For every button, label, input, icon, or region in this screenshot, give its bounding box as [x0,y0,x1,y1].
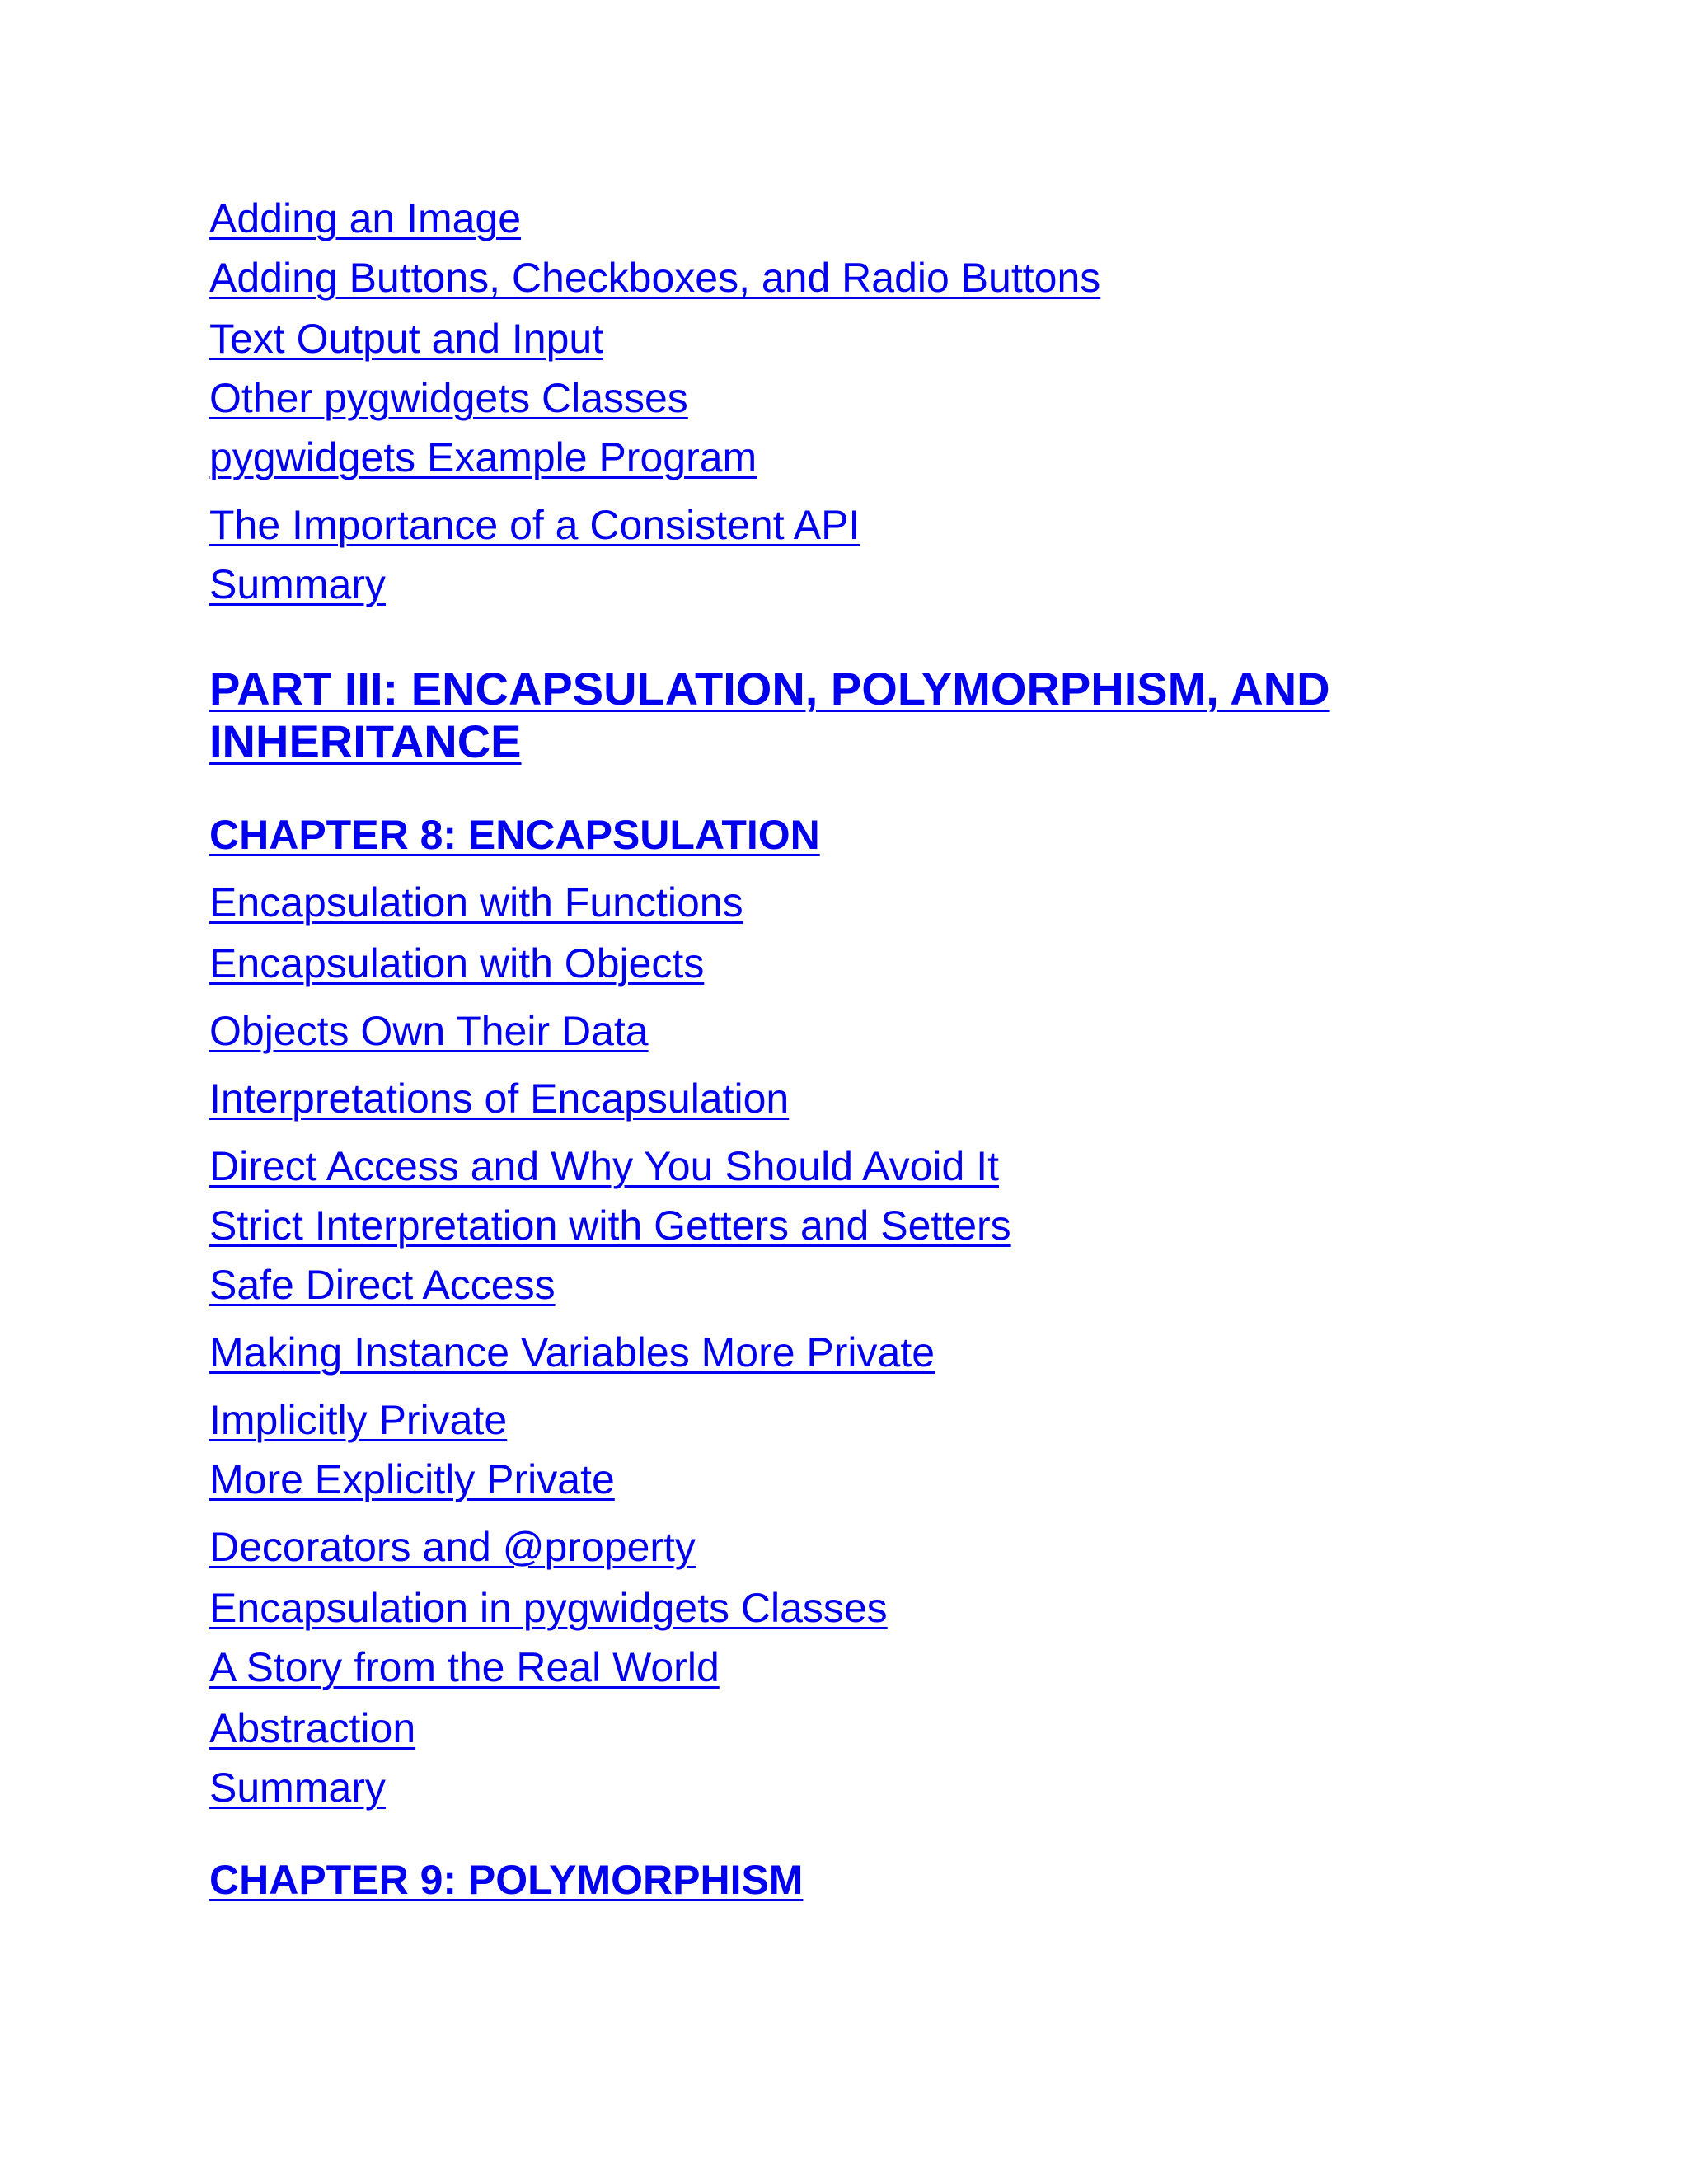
toc-link-abstraction[interactable]: Abstraction [209,1705,416,1751]
toc-link-strict-interpretation[interactable]: Strict Interpretation with Getters and Setters [209,1202,1011,1249]
toc-link-encapsulation-objects[interactable]: Encapsulation with Objects [209,940,705,987]
toc-link-chapter-9[interactable]: CHAPTER 9: POLYMORPHISM [209,1857,804,1903]
toc-link-instance-variables-private[interactable]: Making Instance Variables More Private [209,1329,935,1376]
toc-link-decorators-property[interactable]: Decorators and @property [209,1524,696,1570]
toc-link-summary-ch7[interactable]: Summary [209,561,386,607]
toc-link-adding-an-image[interactable]: Adding an Image [209,195,522,241]
toc-link-interpretations-encapsulation[interactable]: Interpretations of Encapsulation [209,1076,790,1122]
toc-link-objects-own-data[interactable]: Objects Own Their Data [209,1008,649,1054]
toc-link-text-output-input[interactable]: Text Output and Input [209,316,604,362]
toc-link-direct-access[interactable]: Direct Access and Why You Should Avoid It [209,1143,999,1189]
toc-link-implicitly-private[interactable]: Implicitly Private [209,1397,508,1443]
toc-link-pygwidgets-example-program[interactable]: pygwidgets Example Program [209,434,757,480]
toc-link-other-pygwidgets-classes[interactable]: Other pygwidgets Classes [209,375,688,421]
toc-link-part-3[interactable]: PART III: ENCAPSULATION, POLYMORPHISM, AND INHERITANCE [209,663,1330,767]
toc-link-encapsulation-functions[interactable]: Encapsulation with Functions [209,879,743,926]
toc-link-explicitly-private[interactable]: More Explicitly Private [209,1456,615,1502]
toc-link-story-real-world[interactable]: A Story from the Real World [209,1644,720,1690]
toc-link-summary-ch8[interactable]: Summary [209,1765,386,1811]
toc-link-chapter-8[interactable]: CHAPTER 8: ENCAPSULATION [209,812,820,858]
toc-link-adding-buttons[interactable]: Adding Buttons, Checkboxes, and Radio Buttons [209,255,1101,301]
toc-link-encapsulation-pygwidgets[interactable]: Encapsulation in pygwidgets Classes [209,1585,888,1631]
toc-link-consistent-api[interactable]: The Importance of a Consistent API [209,502,860,548]
toc-link-safe-direct-access[interactable]: Safe Direct Access [209,1262,556,1308]
